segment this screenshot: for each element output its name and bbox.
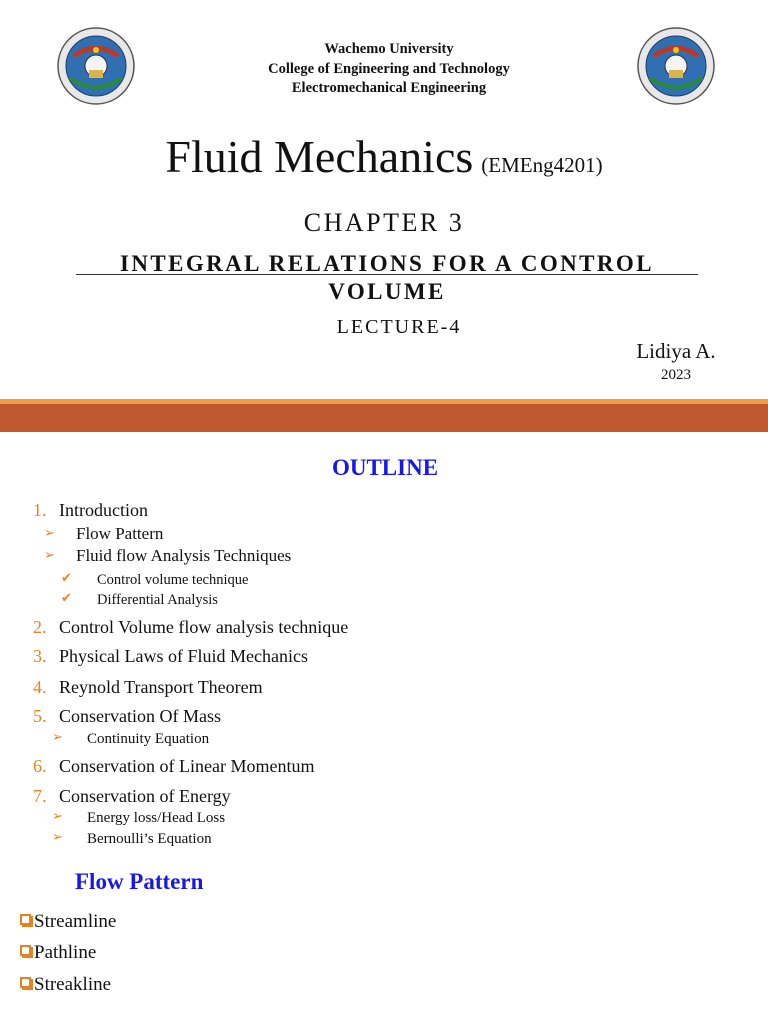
arrow-bullet-icon: ➢ [44,547,55,562]
course-title [0,130,768,183]
outline-item-label: Conservation of Energy [59,786,231,806]
flow-pattern-label: Streakline [34,974,112,995]
arrow-bullet-icon: ➢ [44,525,55,540]
outline-subsubitem [61,570,248,589]
square-bullet-icon [20,914,31,925]
outline-subitem-label: Continuity Equation [87,731,210,747]
course-title-main: Fluid Mechanics [165,131,474,182]
outline-item-label: Conservation Of Mass [59,706,221,726]
author-name: Lidiya A. [636,339,716,363]
outline-item-label: Physical Laws of Fluid Mechanics [59,646,308,666]
outline-item-number: 3. [33,646,47,666]
outline-item [33,706,221,727]
square-bullet-icon [20,945,31,956]
chapter-number: CHAPTER 3 [303,208,465,237]
outline-item-label: Conservation of Linear Momentum [59,756,315,776]
outline-item-number: 5. [33,706,47,726]
outline-item [33,646,308,667]
university-name: Wachemo University [324,41,454,57]
outline-subitem [52,808,225,827]
arrow-bullet-icon: ➢ [52,729,63,744]
outline-item-number: 7. [33,786,47,806]
outline-item [33,500,148,521]
outline-subitem-label: Energy loss/Head Loss [87,810,226,826]
outline-subitem-label: Bernoulli’s Equation [87,831,212,847]
outline-subsubitem [61,590,218,609]
arrow-bullet-icon: ➢ [52,808,63,823]
outline-item-label: Control Volume flow analysis technique [59,617,349,637]
flow-pattern-item [20,942,96,964]
department-name: Electromechanical Engineering [291,80,487,96]
divider-band [0,404,768,432]
flow-pattern-label: Pathline [34,942,97,963]
author-block [620,339,732,384]
flow-pattern-item [20,974,111,996]
outline-item-number: 4. [33,677,47,697]
checkmark-bullet-icon: ✔ [61,570,72,585]
outline-subitem [52,729,209,748]
outline-subsubitem-label: Differential Analysis [97,592,218,608]
outline-item-number: 6. [33,756,47,776]
college-name: College of Engineering and Technology [268,60,510,77]
outline-subsubitem-label: Control volume technique [97,572,249,588]
outline-subitem-label: Flow Pattern [76,524,164,543]
institution-header [0,40,768,99]
flow-pattern-item [20,911,116,933]
course-code: (EMEng4201) [481,153,603,177]
outline-heading: OUTLINE [331,455,439,480]
arrow-bullet-icon: ➢ [52,829,63,844]
outline-subitem [44,524,163,544]
lecture-number: LECTURE-4 [336,316,462,338]
outline-item-label: Reynold Transport Theorem [59,677,263,697]
outline-item-label: Introduction [59,500,148,520]
outline-subitem-label: Fluid flow Analysis Techniques [76,546,292,565]
flow-pattern-heading: Flow Pattern [75,869,204,894]
square-bullet-icon [20,977,31,988]
author-year: 2023 [661,367,691,383]
outline-subitem [52,829,212,848]
chapter-title: INTEGRAL RELATIONS FOR A CONTROL VOLUME [120,251,654,304]
outline-item-number: 2. [33,617,47,637]
flow-pattern-label: Streamline [34,911,117,932]
outline-item [33,617,348,638]
outline-subitem [44,546,291,566]
outline-item-number: 1. [33,500,47,520]
checkmark-bullet-icon: ✔ [61,590,72,605]
outline-item [33,677,263,698]
outline-item [33,786,231,807]
outline-item [33,756,314,777]
